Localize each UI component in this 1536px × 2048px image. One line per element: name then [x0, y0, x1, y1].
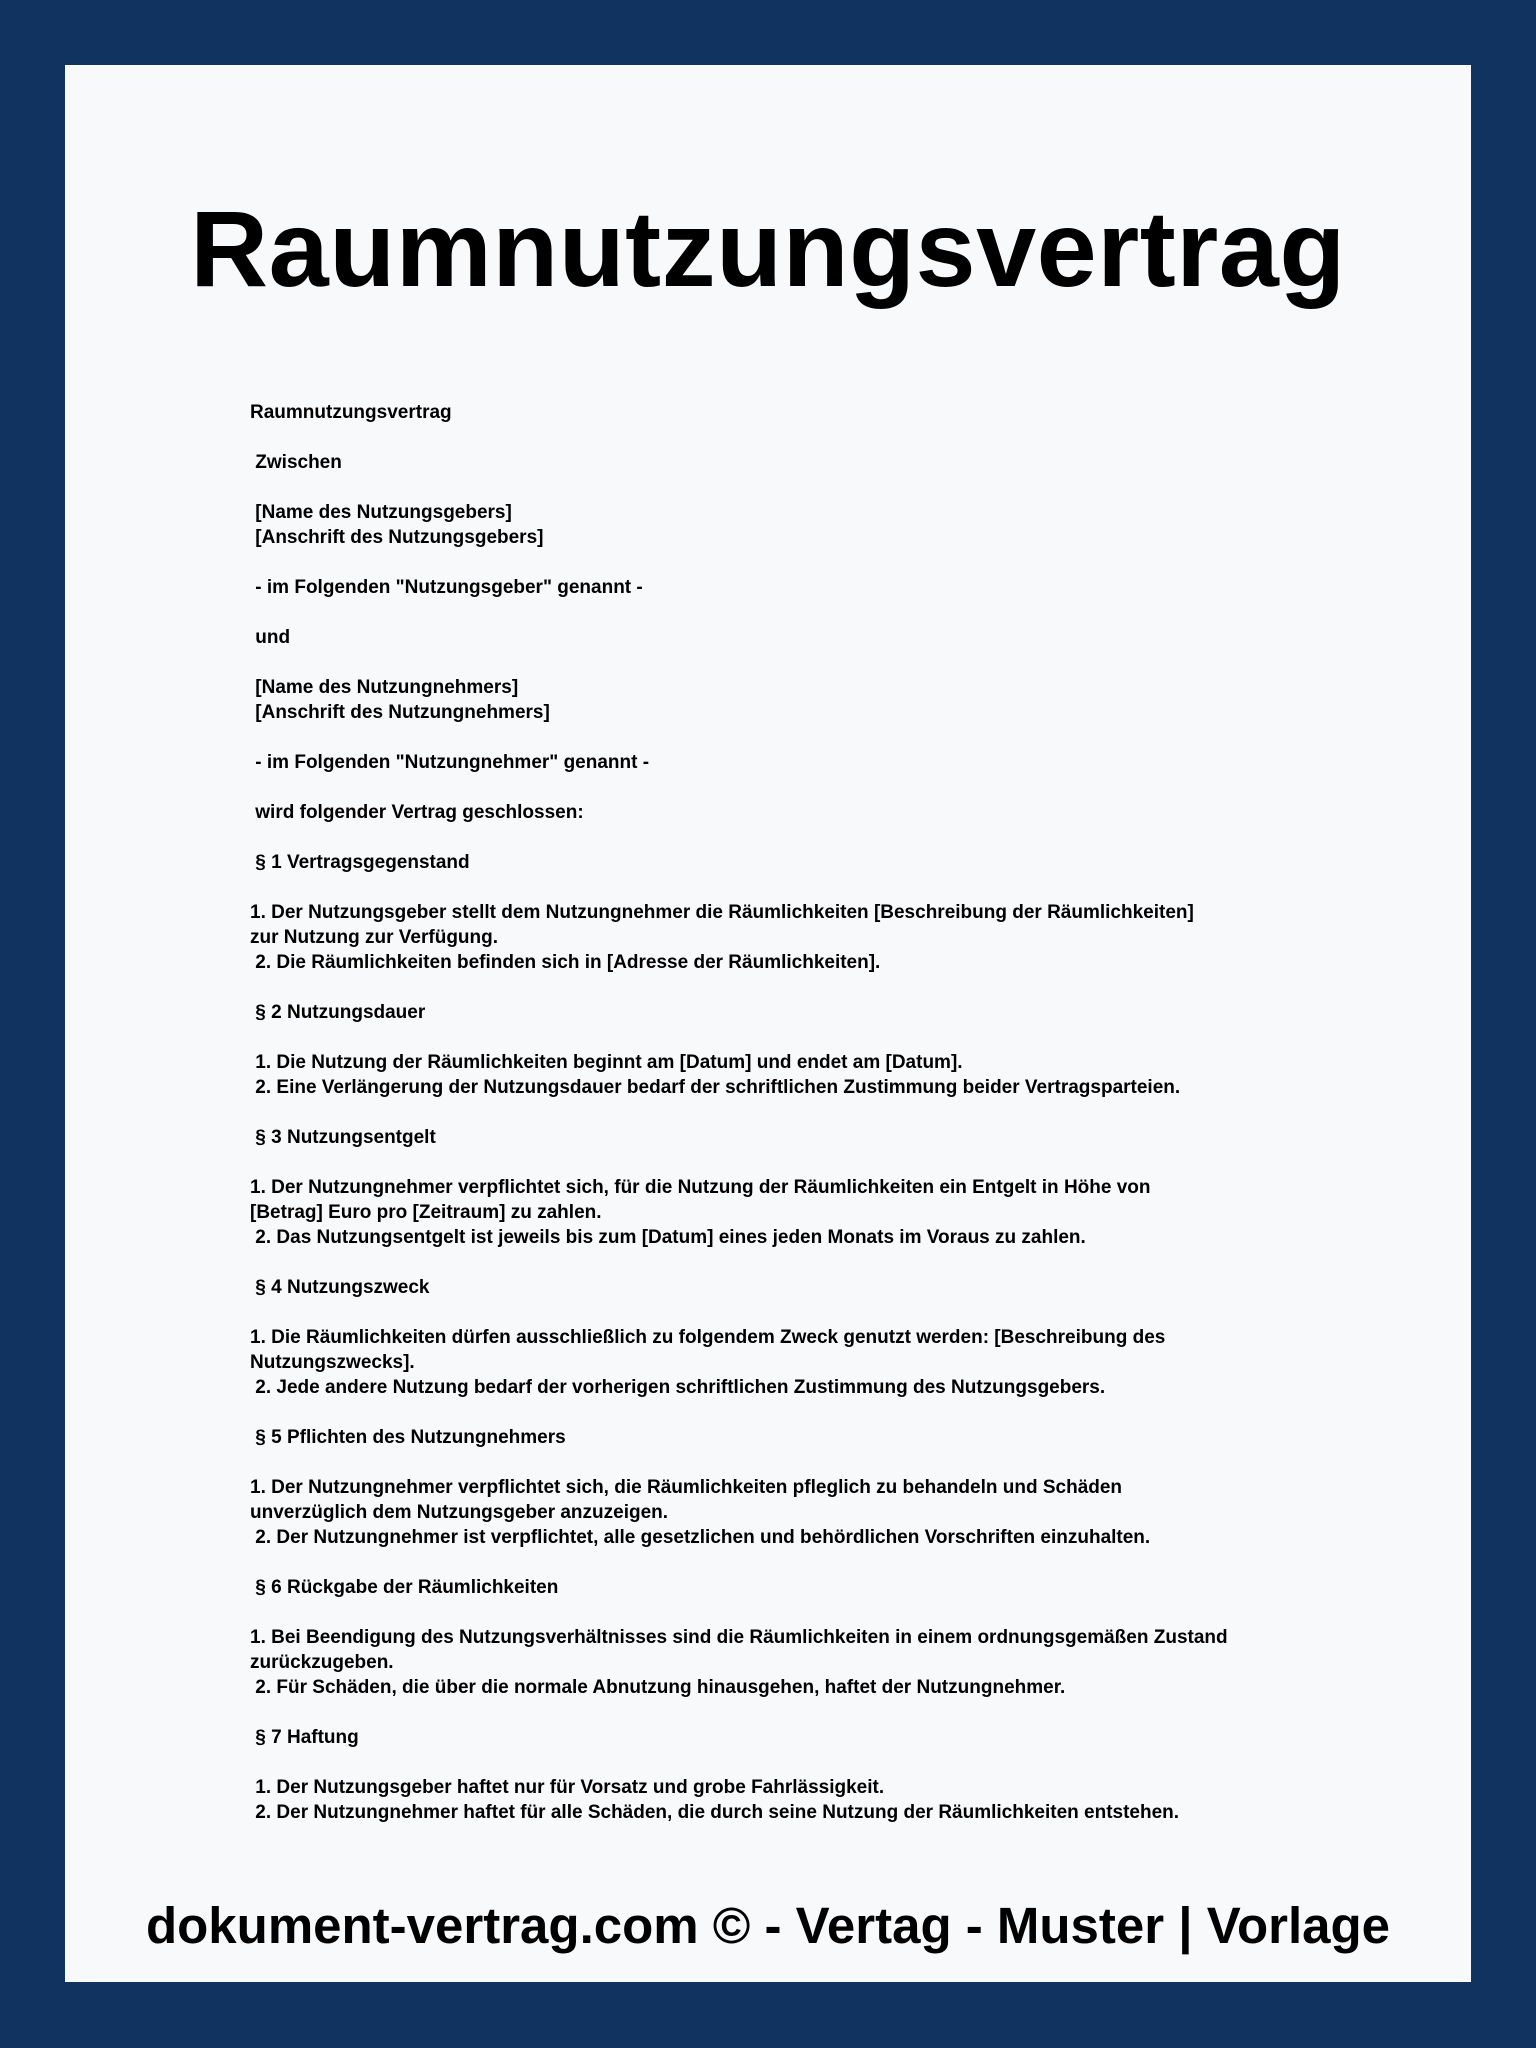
blank-line [250, 1150, 1330, 1175]
text-line: [Name des Nutzungsgebers] [250, 502, 512, 523]
section-heading: § 2 Nutzungsdauer [250, 1002, 426, 1023]
document-title: Raumnutzungsvertrag [190, 188, 1346, 309]
blank-line [250, 1300, 1330, 1325]
section-heading: § 1 Vertragsgegenstand [250, 852, 470, 873]
text-line: [Anschrift des Nutzungsgebers] [250, 527, 544, 548]
blank-line [250, 875, 1330, 900]
blank-line [250, 1550, 1330, 1575]
document-body [250, 400, 1330, 1825]
blank-line [250, 1700, 1330, 1725]
blank-line [250, 425, 1330, 450]
text-line: zurückzugeben. [250, 1652, 394, 1673]
text-line: 1. Der Nutzungnehmer verpflichtet sich, für die Nutzung der Räumlichkeiten ein Entgelt in Höhe von [250, 1177, 1151, 1198]
text-line: [Anschrift des Nutzungnehmers] [250, 702, 550, 723]
blank-line [250, 1025, 1330, 1050]
text-line: 2. Für Schäden, die über die normale Abnutzung hinausgehen, haftet der Nutzungnehmer. [250, 1677, 1066, 1698]
text-line: [Name des Nutzungnehmers] [250, 677, 519, 698]
section-heading: § 5 Pflichten des Nutzungnehmers [250, 1427, 566, 1448]
text-line: 1. Der Nutzungsgeber stellt dem Nutzungnehmer die Räumlichkeiten [Beschreibung der Räumlichkeiten] [250, 902, 1194, 923]
blank-line [250, 775, 1330, 800]
blank-line [250, 600, 1330, 625]
text-line: unverzüglich dem Nutzungsgeber anzuzeigen. [250, 1502, 669, 1523]
text-line: 2. Eine Verlängerung der Nutzungsdauer bedarf der schriftlichen Zustimmung beider Vertragsparteien. [250, 1077, 1181, 1098]
section-heading: § 6 Rückgabe der Räumlichkeiten [250, 1577, 559, 1598]
text-line: 2. Jede andere Nutzung bedarf der vorherigen schriftlichen Zustimmung des Nutzungsgebers. [250, 1377, 1106, 1398]
blank-line [250, 825, 1330, 850]
text-line: 2. Das Nutzungsentgelt ist jeweils bis zum [Datum] eines jeden Monats im Voraus zu zahlen. [250, 1227, 1086, 1248]
text-line: - im Folgenden "Nutzungsgeber" genannt - [250, 577, 643, 598]
blank-line [250, 1600, 1330, 1625]
text-line: 1. Bei Beendigung des Nutzungsverhältnisses sind die Räumlichkeiten in einem ordnungsgemäßen Zustand [250, 1627, 1228, 1648]
text-line: 1. Die Nutzung der Räumlichkeiten beginnt am [Datum] und endet am [Datum]. [250, 1052, 963, 1073]
text-line: 1. Der Nutzungnehmer verpflichtet sich, die Räumlichkeiten pfleglich zu behandeln und Schäden [250, 1477, 1123, 1498]
section-heading: § 7 Haftung [250, 1727, 359, 1748]
blank-line [250, 1450, 1330, 1475]
blank-line [250, 975, 1330, 1000]
text-line: Zwischen [250, 452, 342, 473]
text-line: 2. Der Nutzungnehmer haftet für alle Schäden, die durch seine Nutzung der Räumlichkeiten entstehen. [250, 1802, 1180, 1823]
blank-line [250, 550, 1330, 575]
text-line: 1. Der Nutzungsgeber haftet nur für Vorsatz und grobe Fahrlässigkeit. [250, 1777, 885, 1798]
text-line: 2. Die Räumlichkeiten befinden sich in [Adresse der Räumlichkeiten]. [250, 952, 881, 973]
blank-line [250, 650, 1330, 675]
blank-line [250, 1250, 1330, 1275]
text-line: und [250, 627, 291, 648]
text-line: Nutzungszwecks]. [250, 1352, 415, 1373]
text-line: zur Nutzung zur Verfügung. [250, 927, 499, 948]
text-line: - im Folgenden "Nutzungnehmer" genannt - [250, 752, 650, 773]
blank-line [250, 725, 1330, 750]
blank-line [250, 1100, 1330, 1125]
blank-line [250, 1400, 1330, 1425]
footer-watermark: dokument-vertrag.com © - Vertag - Muster | Vorlage [146, 1897, 1390, 1954]
text-line: [Betrag] Euro pro [Zeitraum] zu zahlen. [250, 1202, 602, 1223]
text-line: Raumnutzungsvertrag [250, 402, 452, 423]
section-heading: § 4 Nutzungszweck [250, 1277, 430, 1298]
text-line: 1. Die Räumlichkeiten dürfen ausschließlich zu folgendem Zweck genutzt werden: [Beschreibung des [250, 1327, 1166, 1348]
blank-line [250, 475, 1330, 500]
section-heading: § 3 Nutzungsentgelt [250, 1127, 436, 1148]
text-line: 2. Der Nutzungnehmer ist verpflichtet, alle gesetzlichen und behördlichen Vorschriften einzuhalten. [250, 1527, 1151, 1548]
text-line: wird folgender Vertrag geschlossen: [250, 802, 584, 823]
blank-line [250, 1750, 1330, 1775]
